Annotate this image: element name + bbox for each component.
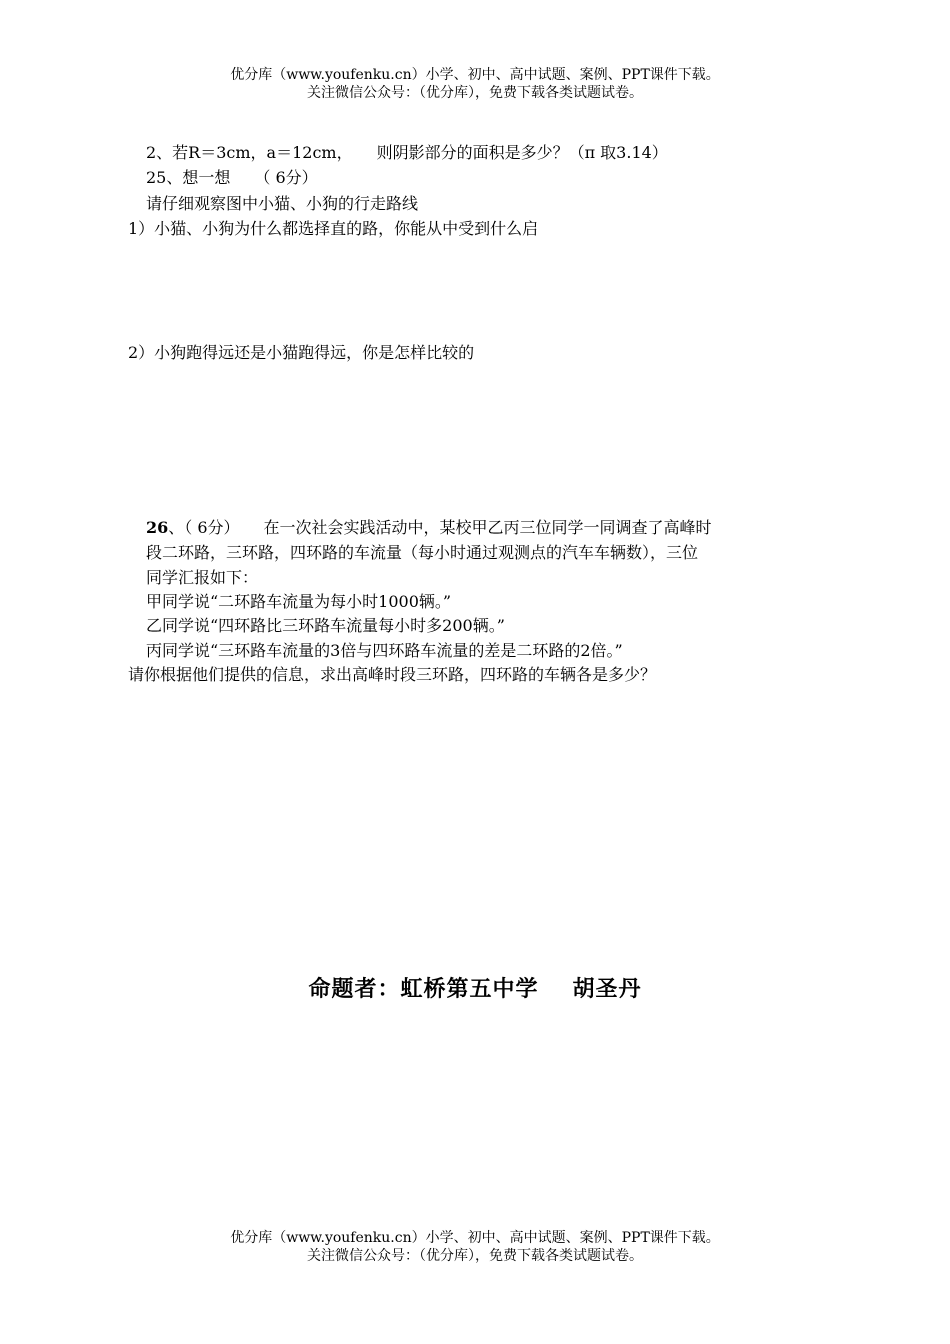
q24-part2-text: 2、若R＝3cm，a＝12cm， 则阴影部分的面积是多少？（π 取3.14） xyxy=(146,143,668,162)
q26-jia-statement: 甲同学说“二环路车流量为每小时1000辆。” xyxy=(146,592,452,611)
q26-question: 请你根据他们提供的信息，求出高峰时段三环路，四环路的车辆各是多少？ xyxy=(128,665,657,684)
q26-bing-statement: 丙同学说“三环路车流量的3倍与四环路车流量的差是二环路的2倍。” xyxy=(146,641,623,660)
q25-sub1: 1）小猫、小狗为什么都选择直的路，你能从中受到什么启 xyxy=(128,219,539,238)
q26-line-1-rest: 、（ 6分） 在一次社会实践活动中，某校甲乙丙三位同学一同调查了高峰时 xyxy=(168,518,712,537)
page-footer xyxy=(0,1229,950,1265)
header-line-1: 优分库（www.youfenku.cn）小学、初中、高中试题、案例、PPT课件下载。 xyxy=(230,67,720,83)
q26-line-2: 段二环路，三环路，四环路的车流量（每小时通过观测点的汽车车辆数），三位 xyxy=(146,543,699,562)
q25-sub2: 2）小狗跑得远还是小猫跑得远，你是怎样比较的 xyxy=(128,343,475,362)
author-line xyxy=(0,972,950,1003)
author-label: 命题者：虹桥第五中学 xyxy=(308,976,539,1002)
page-header xyxy=(0,66,950,102)
q25-intro: 请仔细观察图中小猫、小狗的行走路线 xyxy=(146,194,419,213)
q26-yi-statement: 乙同学说“四环路比三环路车流量每小时多200辆。” xyxy=(146,616,505,635)
q26-number: 26 xyxy=(146,518,169,537)
q26-line-3: 同学汇报如下： xyxy=(146,568,259,587)
q25-title: 25、想一想 （ 6分） xyxy=(146,168,318,187)
footer-line-2: 关注微信公众号：（优分库），免费下载各类试题试卷。 xyxy=(307,1248,643,1264)
q26-line-1 xyxy=(146,517,712,539)
footer-line-1: 优分库（www.youfenku.cn）小学、初中、高中试题、案例、PPT课件下载。 xyxy=(230,1230,720,1246)
author-name: 胡圣丹 xyxy=(572,976,642,1002)
header-line-2: 关注微信公众号：（优分库），免费下载各类试题试卷。 xyxy=(307,85,643,101)
